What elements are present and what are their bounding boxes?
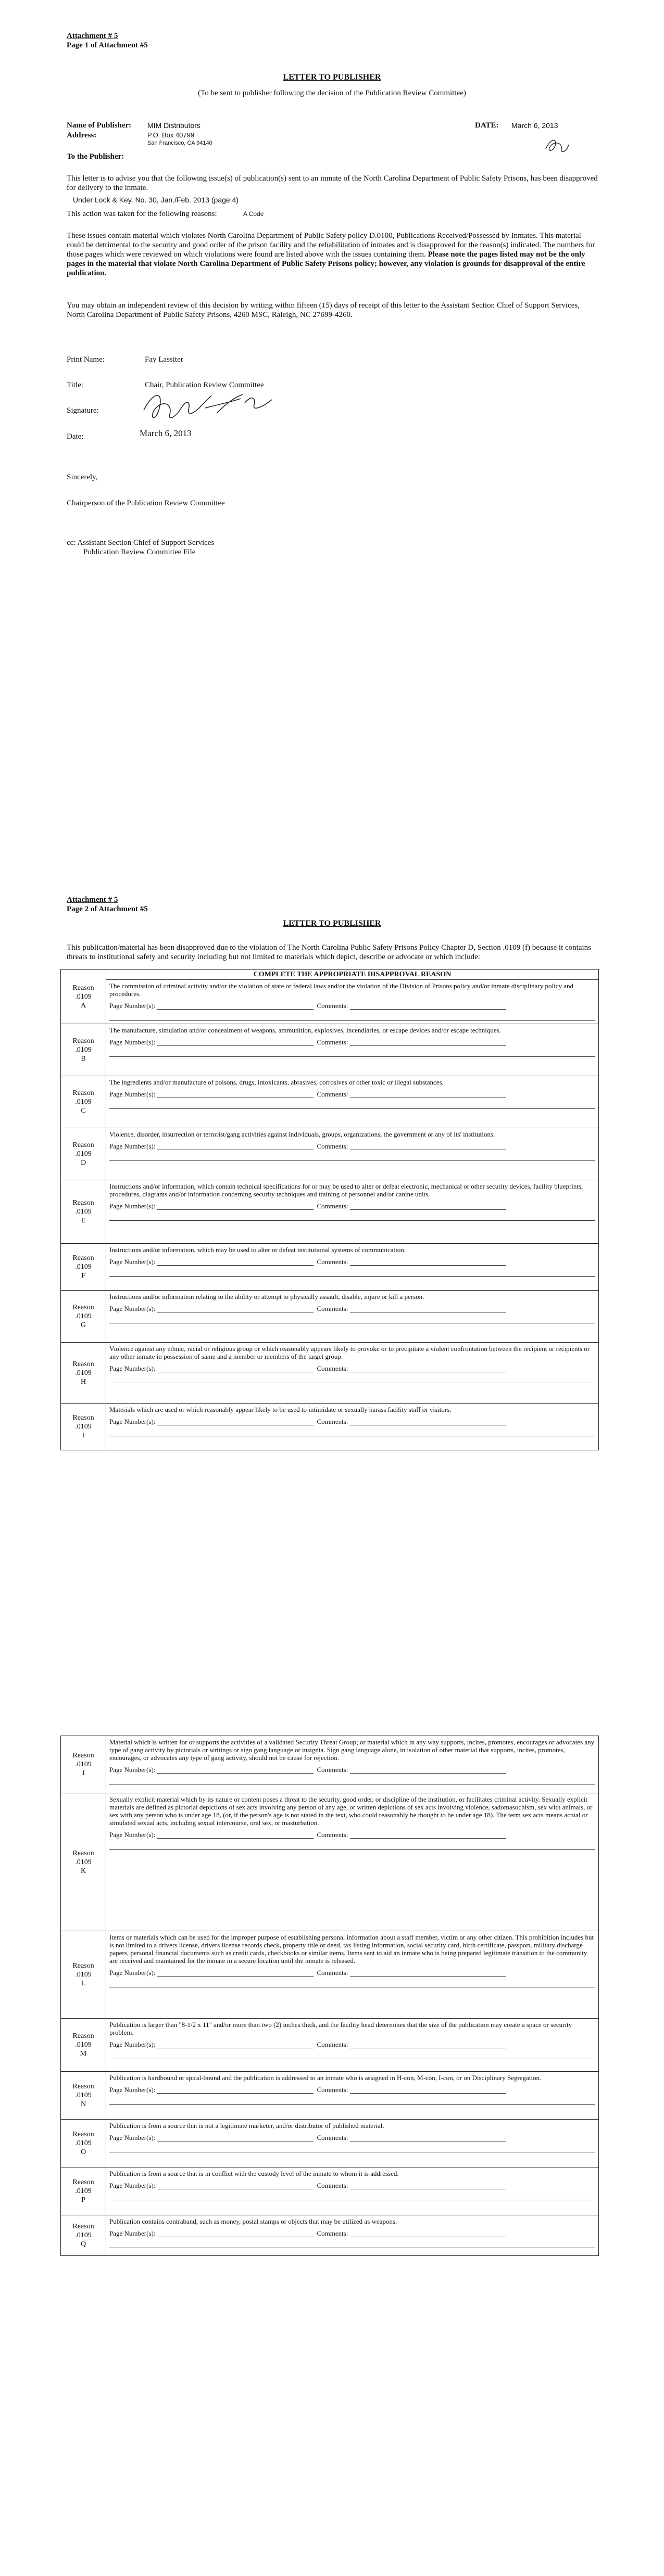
cc-line-1: cc: Assistant Section Chief of Support Services bbox=[67, 539, 215, 547]
reason-letter: C bbox=[81, 1107, 86, 1115]
reason-word: Reason bbox=[72, 1199, 94, 1207]
reason-row bbox=[61, 1244, 599, 1291]
reason-letter: N bbox=[80, 2100, 86, 2108]
page-numbers-label: Page Number(s): bbox=[109, 1038, 156, 1046]
comments-label: Comments: bbox=[317, 2229, 348, 2237]
reason-letter: K bbox=[80, 1867, 86, 1875]
comments-continuation-line[interactable] bbox=[109, 2192, 595, 2200]
reason-code-cell bbox=[61, 1128, 106, 1180]
address-line-2: San Francisco, CA 94140 bbox=[147, 140, 212, 146]
reason-code-cell bbox=[61, 2072, 106, 2120]
reason-row bbox=[61, 2120, 599, 2167]
reason-section: .0109 bbox=[75, 2092, 92, 2099]
comments-label: Comments: bbox=[317, 1418, 348, 1425]
review-paragraph: You may obtain an independent review of this decision by writing within fifteen (15) days of receipt of this letter to the Assistant Section Chief of Support Services, North Carolina Department of Public Safety Prisons, 4260 MSC, Raleigh, NC 27699-4260. bbox=[67, 301, 580, 319]
page-comments-row bbox=[109, 1831, 595, 1839]
comments-continuation-line[interactable] bbox=[109, 1980, 595, 1987]
policy-text: These issues contain material which violates North Carolina Department of Public Safety policy D.0100, Publications Received/Possessed by Inmates. This material could be detrimental to the security and good order of the prison facility and the rehabilitation of inmates and is disapproved for the reason(s) indicated. The numbers for those pages which were reviewed on which violations were found are listed above with the issues containing them. bbox=[67, 232, 595, 259]
reason-row bbox=[61, 1076, 599, 1128]
comments-continuation-line[interactable] bbox=[109, 1842, 595, 1850]
letter-subtitle: (To be sent to publisher following the decision of the Publication Review Committee) bbox=[198, 89, 466, 97]
page-comments-row bbox=[109, 1202, 595, 1210]
reason-text: The ingredients and/or manufacture of poisons, drugs, intoxicants, abrasives, corrosives or other toxic or illegal substances. bbox=[109, 1078, 444, 1086]
page-numbers-input[interactable] bbox=[157, 1258, 314, 1266]
reason-code-cell bbox=[61, 2019, 106, 2072]
comments-label: Comments: bbox=[317, 2041, 348, 2048]
reason-row bbox=[61, 1024, 599, 1076]
reasons-table-1 bbox=[60, 969, 599, 1450]
page-comments-row bbox=[109, 1364, 595, 1372]
reason-code-cell bbox=[61, 2215, 106, 2256]
reason-body-cell bbox=[106, 1024, 599, 1076]
page-numbers-input[interactable] bbox=[157, 1002, 314, 1010]
page-numbers-input[interactable] bbox=[157, 1038, 314, 1046]
reason-text: Publication is from a source that is in conflict with the custody level of the inmate to whom it is addressed. bbox=[109, 2170, 399, 2177]
reason-body-cell bbox=[106, 1291, 599, 1343]
date2-label: Date: bbox=[67, 432, 84, 441]
action-code: A Code bbox=[243, 210, 264, 218]
page-comments-row bbox=[109, 2041, 595, 2048]
page-numbers-input[interactable] bbox=[157, 2134, 314, 2141]
reason-section: .0109 bbox=[75, 1150, 92, 1158]
attachment-label-2: Attachment # 5 bbox=[67, 896, 118, 904]
page-numbers-label: Page Number(s): bbox=[109, 1766, 156, 1774]
reason-word: Reason bbox=[72, 984, 94, 992]
reason-text: Publication is hardbound or spiral-bound and the publication is addressed to an inmate who is assigned in H-con, M-con, I-con, or on Disciplinary Segregation. bbox=[109, 2074, 542, 2082]
reason-word: Reason bbox=[72, 1254, 94, 1262]
page-numbers-label: Page Number(s): bbox=[109, 1142, 156, 1150]
comments-continuation-line[interactable] bbox=[109, 2240, 595, 2248]
reason-word: Reason bbox=[72, 2131, 94, 2138]
date-value: March 6, 2013 bbox=[511, 121, 558, 130]
page-comments-row bbox=[109, 2182, 595, 2189]
page-numbers-label: Page Number(s): bbox=[109, 1202, 156, 1210]
title-value: Chair, Publication Review Committee bbox=[145, 381, 264, 389]
comments-label: Comments: bbox=[317, 1831, 348, 1839]
reason-word: Reason bbox=[72, 1849, 94, 1857]
reason-row bbox=[61, 1404, 599, 1450]
reason-section: .0109 bbox=[75, 1098, 92, 1106]
page-comments-row bbox=[109, 1142, 595, 1150]
reason-section: .0109 bbox=[75, 1263, 92, 1271]
reason-row bbox=[61, 1128, 599, 1180]
reason-body-cell bbox=[106, 1244, 599, 1291]
page-comments-row bbox=[109, 1418, 595, 1425]
page-comments-row bbox=[109, 2229, 595, 2237]
comments-label: Comments: bbox=[317, 1766, 348, 1774]
reason-text: Items or materials which can be used for the improper purpose of establishing personal information about a staff member, victim or any other citizen. This prohibition includes but is not limited to a drivers license, drivers license records check, property title or deed, tax listing information, social security card, birth certificate, passport, military discharge papers, personal financial documents such as credit cards, checkbooks or similar items. Items sent to aid an inmate who is being prepared legitimate transition to the community are received and maintained for the inmate in a secure location until the inmate is released. bbox=[109, 1933, 594, 1965]
reason-word: Reason bbox=[72, 2032, 94, 2040]
reason-row bbox=[61, 2019, 599, 2072]
page-comments-row bbox=[109, 1090, 595, 1098]
page-numbers-input[interactable] bbox=[157, 2182, 314, 2189]
comments-label: Comments: bbox=[317, 1258, 348, 1266]
comments-label: Comments: bbox=[317, 1038, 348, 1046]
comments-label: Comments: bbox=[317, 1364, 348, 1372]
comments-input[interactable] bbox=[350, 2086, 506, 2094]
page-numbers-input[interactable] bbox=[157, 1090, 314, 1098]
reason-word: Reason bbox=[72, 2223, 94, 2230]
comments-label: Comments: bbox=[317, 2182, 348, 2189]
reason-code-cell bbox=[61, 1931, 106, 2019]
reason-word: Reason bbox=[72, 1752, 94, 1759]
comments-input[interactable] bbox=[350, 1090, 506, 1098]
page-numbers-label: Page Number(s): bbox=[109, 1831, 156, 1839]
reason-body-cell bbox=[106, 970, 599, 1024]
reason-body-cell bbox=[106, 1343, 599, 1404]
reason-code-cell bbox=[61, 1291, 106, 1343]
to-publisher: To the Publisher: bbox=[67, 152, 124, 161]
signature-label: Signature: bbox=[67, 406, 99, 415]
reason-section: .0109 bbox=[75, 1971, 92, 1979]
reason-word: Reason bbox=[72, 1360, 94, 1368]
reason-word: Reason bbox=[72, 1414, 94, 1422]
reason-code-cell bbox=[61, 1736, 106, 1793]
page-comments-row bbox=[109, 1038, 595, 1046]
page-label: Page 1 of Attachment #5 bbox=[67, 41, 148, 49]
address-label: Address: bbox=[67, 131, 97, 139]
reason-letter: H bbox=[80, 1378, 86, 1386]
reason-row bbox=[61, 1793, 599, 1931]
page-numbers-label: Page Number(s): bbox=[109, 1090, 156, 1098]
print-name-value: Fay Lassiter bbox=[145, 355, 183, 364]
comments-continuation-line[interactable] bbox=[109, 1429, 595, 1436]
reason-row bbox=[61, 1291, 599, 1343]
reason-text: Materials which are used or which reasonably appear likely to be used to intimidate or sexually harass facility staff or visitors. bbox=[109, 1406, 452, 1413]
page-numbers-input[interactable] bbox=[157, 1418, 314, 1425]
reason-code-cell bbox=[61, 1180, 106, 1244]
reason-text: Violence against any ethnic, racial or religious group or which reasonably appears likely to provoke or to precipitate a violent confrontation between the recipient or recipients or any other inmate in possession of same and a member or members of the target group. bbox=[109, 1345, 590, 1360]
reason-body-cell bbox=[106, 2019, 599, 2072]
comments-input[interactable] bbox=[350, 1202, 506, 1210]
comments-label: Comments: bbox=[317, 1002, 348, 1010]
reason-section: .0109 bbox=[75, 1312, 92, 1320]
comments-label: Comments: bbox=[317, 2086, 348, 2094]
comments-input[interactable] bbox=[350, 1364, 506, 1372]
reason-row bbox=[61, 1180, 599, 1244]
comments-label: Comments: bbox=[317, 1969, 348, 1976]
page-numbers-input[interactable] bbox=[157, 1142, 314, 1150]
reason-section: .0109 bbox=[75, 2041, 92, 2049]
comments-continuation-line[interactable] bbox=[109, 2051, 595, 2059]
reason-body-cell bbox=[106, 1931, 599, 2019]
page-comments-row bbox=[109, 2134, 595, 2141]
reason-word: Reason bbox=[72, 2083, 94, 2090]
reason-body-cell bbox=[106, 1404, 599, 1450]
page-numbers-label: Page Number(s): bbox=[109, 1002, 156, 1010]
attachment-label: Attachment # 5 bbox=[67, 32, 118, 40]
title-label: Title: bbox=[67, 381, 83, 389]
reason-text: The commission of criminal activity and/or the violation of state or federal laws and/or the violation of the Division of Prisons policy and/or inmate disciplinary policy and procedures. bbox=[109, 982, 574, 998]
publisher-name-label: Name of Publisher: bbox=[67, 121, 132, 130]
reason-text: Violence, disorder, insurrection or terrorist/gang activities against individuals, groups, organizations, the government or any of its' institutions. bbox=[109, 1130, 495, 1138]
comments-label: Comments: bbox=[317, 1142, 348, 1150]
page-numbers-label: Page Number(s): bbox=[109, 2229, 156, 2237]
reason-row bbox=[61, 1736, 599, 1793]
reason-section: .0109 bbox=[75, 2187, 92, 2195]
reason-row bbox=[61, 2215, 599, 2256]
date2-value: March 6, 2013 bbox=[140, 428, 192, 438]
reason-code-cell bbox=[61, 1024, 106, 1076]
reason-code-cell bbox=[61, 1404, 106, 1450]
page-numbers-label: Page Number(s): bbox=[109, 2134, 156, 2141]
initials-scribble bbox=[542, 133, 573, 157]
signature-image bbox=[139, 387, 279, 426]
date-label: DATE: bbox=[475, 121, 499, 130]
page-numbers-input[interactable] bbox=[157, 1969, 314, 1976]
comments-continuation-line[interactable] bbox=[109, 1316, 595, 1323]
comments-input[interactable] bbox=[350, 1418, 506, 1425]
reason-letter: A bbox=[80, 1001, 86, 1010]
reason-word: Reason bbox=[72, 2178, 94, 2186]
reason-section: .0109 bbox=[75, 1369, 92, 1377]
comments-continuation-line[interactable] bbox=[109, 1375, 595, 1383]
comments-continuation-line[interactable] bbox=[109, 1213, 595, 1221]
reason-section: .0109 bbox=[75, 1761, 92, 1768]
reason-code-cell bbox=[61, 2120, 106, 2167]
chairperson: Chairperson of the Publication Review Committee bbox=[67, 499, 225, 507]
reason-text: Publication is from a source that is not a legitimate marketer, and/or distributor of published material. bbox=[109, 2122, 384, 2129]
page-numbers-label: Page Number(s): bbox=[109, 1364, 156, 1372]
comments-label: Comments: bbox=[317, 1305, 348, 1312]
page-numbers-input[interactable] bbox=[157, 2086, 314, 2094]
reason-text: The manufacture, simulation and/or concealment of weapons, ammunition, explosives, incendiaries, or escape devices and/or escape techniques. bbox=[109, 1026, 501, 1034]
page-comments-row bbox=[109, 1258, 595, 1266]
comments-continuation-line[interactable] bbox=[109, 1777, 595, 1784]
reason-letter: O bbox=[80, 2148, 86, 2156]
reason-body-cell bbox=[106, 2167, 599, 2215]
reason-code-cell bbox=[61, 1076, 106, 1128]
reason-word: Reason bbox=[72, 1037, 94, 1045]
comments-input[interactable] bbox=[350, 1142, 506, 1150]
comments-continuation-line[interactable] bbox=[109, 1013, 595, 1021]
reason-section: .0109 bbox=[75, 1208, 92, 1216]
reasons-table-2 bbox=[60, 1736, 599, 2256]
page-comments-row bbox=[109, 1305, 595, 1312]
page-numbers-input[interactable] bbox=[157, 1831, 314, 1839]
reason-code-cell bbox=[61, 2167, 106, 2215]
reason-row bbox=[61, 1931, 599, 2019]
cc-line-2: Publication Review Committee File bbox=[83, 548, 196, 556]
comments-input[interactable] bbox=[350, 2229, 506, 2237]
comments-input[interactable] bbox=[350, 1002, 506, 1010]
reason-letter: E bbox=[81, 1217, 86, 1225]
reason-word: Reason bbox=[72, 1304, 94, 1311]
page-numbers-input[interactable] bbox=[157, 1364, 314, 1372]
reason-text: Sexually explicit material which by its nature or content poses a threat to the security, good order, or discipline of the institution, or facilitates criminal activity. Sexually explicit materials are defined as pictorial depictions of sex acts involving any person of any age, or written depictions of sex acts involving violence, sadomasochism, sex with animals, or sex with any person who is under age 18, (or, if the person's age is not stated in the text, who could reasonably be thought to be under age 18). The term sex acts means actual or simulated sexual acts, including sexual intercourse, oral sex, or masturbation. bbox=[109, 1795, 593, 1827]
page-numbers-label: Page Number(s): bbox=[109, 1258, 156, 1266]
reason-body-cell bbox=[106, 2215, 599, 2256]
print-name-label: Print Name: bbox=[67, 355, 105, 364]
address-line-1: P.O. Box 40799 bbox=[147, 131, 195, 139]
page-numbers-label: Page Number(s): bbox=[109, 2041, 156, 2048]
page-comments-row bbox=[109, 2086, 595, 2094]
page-numbers-label: Page Number(s): bbox=[109, 2182, 156, 2189]
publisher-name-value: MIM Distributors bbox=[147, 121, 201, 130]
reason-text: Instructions and/or information, which may be used to alter or defeat institutional systems of communication. bbox=[109, 1246, 406, 1254]
reason-row bbox=[61, 2167, 599, 2215]
comments-input[interactable] bbox=[350, 1766, 506, 1774]
reason-section: .0109 bbox=[75, 1858, 92, 1866]
page-numbers-input[interactable] bbox=[157, 1305, 314, 1312]
reason-text: Publication contains contraband, such as money, postal stamps or objects that may be utilized as weapons. bbox=[109, 2217, 397, 2225]
reason-letter: M bbox=[80, 2050, 87, 2058]
reason-body-cell bbox=[106, 1736, 599, 1793]
page-numbers-input[interactable] bbox=[157, 1202, 314, 1210]
reason-letter: D bbox=[80, 1159, 86, 1167]
page-numbers-input[interactable] bbox=[157, 1766, 314, 1774]
comments-input[interactable] bbox=[350, 1038, 506, 1046]
intro-paragraph: This letter is to advise you that the following issue(s) of publication(s) sent to an inmate of the North Carolina Department of Public Safety Prisons, has been disapproved for delivery to the inmate. bbox=[67, 174, 598, 192]
comments-input[interactable] bbox=[350, 1305, 506, 1312]
reason-text: Instructions and/or information relating to the ability or attempt to physically assault, disable, injure or kill a person. bbox=[109, 1293, 424, 1300]
reason-text: Material which is written for or supports the activities of a validated Security Threat Group; or material which in any way supports, incites, promotes, encourages or advocates any type of gang activity by pictorials or writings or sign gang language or insignia. Sign gang language alone, in isolation of other material that supports, incites, promotes, encourages, or advocates any type of gang activity, should not be cause for rejection. bbox=[109, 1738, 595, 1762]
reason-body-cell bbox=[106, 2120, 599, 2167]
reason-letter: J bbox=[82, 1769, 85, 1777]
comments-continuation-line[interactable] bbox=[109, 2097, 595, 2105]
table-header: COMPLETE THE APPROPRIATE DISAPPROVAL REASON bbox=[106, 970, 598, 980]
reason-body-cell bbox=[106, 1793, 599, 1931]
comments-continuation-line[interactable] bbox=[109, 1269, 595, 1277]
reason-text: Publication is larger than "8-1/2 x 11" and/or more than two (2) inches thick, and the facility head determines that the size of the publication may create a space or security problem. bbox=[109, 2021, 572, 2036]
reason-code-cell bbox=[61, 1343, 106, 1404]
reason-word: Reason bbox=[72, 1089, 94, 1097]
reason-row bbox=[61, 1343, 599, 1404]
page-comments-row bbox=[109, 1766, 595, 1774]
reason-body-cell bbox=[106, 1180, 599, 1244]
letter-title: LETTER TO PUBLISHER bbox=[283, 73, 381, 82]
reason-section: .0109 bbox=[75, 1046, 92, 1054]
page-numbers-label: Page Number(s): bbox=[109, 1305, 156, 1312]
comments-continuation-line[interactable] bbox=[109, 1101, 595, 1109]
reason-word: Reason bbox=[72, 1141, 94, 1149]
comments-input[interactable] bbox=[350, 2182, 506, 2189]
policy-note-bold: Please note the pages listed may not be the only pages in the material that violate North Carolina Department of Public Safety Prisons policy; however, any violation is grounds for disapproval of the entire publication. bbox=[67, 250, 585, 277]
page-comments-row bbox=[109, 1002, 595, 1010]
reason-word: Reason bbox=[72, 1962, 94, 1970]
reason-section: .0109 bbox=[75, 2231, 92, 2239]
comments-label: Comments: bbox=[317, 2134, 348, 2141]
issue-line: Under Lock & Key, No. 30, Jan./Feb. 2013 (page 4) bbox=[73, 196, 239, 204]
reason-body-cell bbox=[106, 1076, 599, 1128]
letter-title-2: LETTER TO PUBLISHER bbox=[283, 919, 381, 928]
comments-input[interactable] bbox=[350, 1831, 506, 1839]
reason-body-cell bbox=[106, 1128, 599, 1180]
reason-letter: F bbox=[81, 1272, 85, 1280]
page-numbers-label: Page Number(s): bbox=[109, 1418, 156, 1425]
reason-letter: G bbox=[80, 1321, 86, 1329]
reason-text: Instructions and/or information, which contain technical specifications for or may be used to alter or defeat electronic, mechanical or other security devices, facility blueprints, procedures, diagrams and/or information concerning security techniques and training of personnel and/or canine units. bbox=[109, 1182, 583, 1198]
reason-letter: P bbox=[81, 2196, 85, 2204]
reason-letter: L bbox=[81, 1980, 86, 1987]
comments-continuation-line[interactable] bbox=[109, 2145, 595, 2152]
page-numbers-label: Page Number(s): bbox=[109, 1969, 156, 1976]
reason-letter: Q bbox=[80, 2240, 86, 2248]
comments-input[interactable] bbox=[350, 1258, 506, 1266]
reason-section: .0109 bbox=[75, 2139, 92, 2147]
reason-code-cell bbox=[61, 970, 106, 1024]
comments-continuation-line[interactable] bbox=[109, 1153, 595, 1161]
reason-row bbox=[61, 970, 599, 1024]
page2-intro: This publication/material has been disapproved due to the violation of The North Carolina Public Safety Prisons Policy Chapter D, Section .0109 (f) because it contains threats to institutional safety and security including but not limited to materials which depict, describe or advocate or which include: bbox=[67, 943, 592, 961]
policy-paragraph bbox=[67, 231, 598, 278]
action-text: This action was taken for the following reasons: bbox=[67, 210, 217, 218]
comments-label: Comments: bbox=[317, 1090, 348, 1098]
comments-input[interactable] bbox=[350, 2041, 506, 2048]
reason-body-cell bbox=[106, 2072, 599, 2120]
page-numbers-label: Page Number(s): bbox=[109, 2086, 156, 2094]
reason-code-cell bbox=[61, 1793, 106, 1931]
reason-row bbox=[61, 2072, 599, 2120]
reason-section: .0109 bbox=[75, 992, 92, 1001]
comments-label: Comments: bbox=[317, 1202, 348, 1210]
page-comments-row bbox=[109, 1969, 595, 1976]
sincerely: Sincerely, bbox=[67, 473, 98, 481]
reason-letter: B bbox=[81, 1055, 86, 1063]
reason-letter: I bbox=[82, 1432, 85, 1439]
page-label-2: Page 2 of Attachment #5 bbox=[67, 905, 148, 913]
comments-input[interactable] bbox=[350, 2134, 506, 2141]
page-numbers-input[interactable] bbox=[157, 2229, 314, 2237]
reason-section: .0109 bbox=[75, 1423, 92, 1431]
reason-code-cell bbox=[61, 1244, 106, 1291]
comments-continuation-line[interactable] bbox=[109, 1049, 595, 1057]
comments-input[interactable] bbox=[350, 1969, 506, 1976]
page-numbers-input[interactable] bbox=[157, 2041, 314, 2048]
